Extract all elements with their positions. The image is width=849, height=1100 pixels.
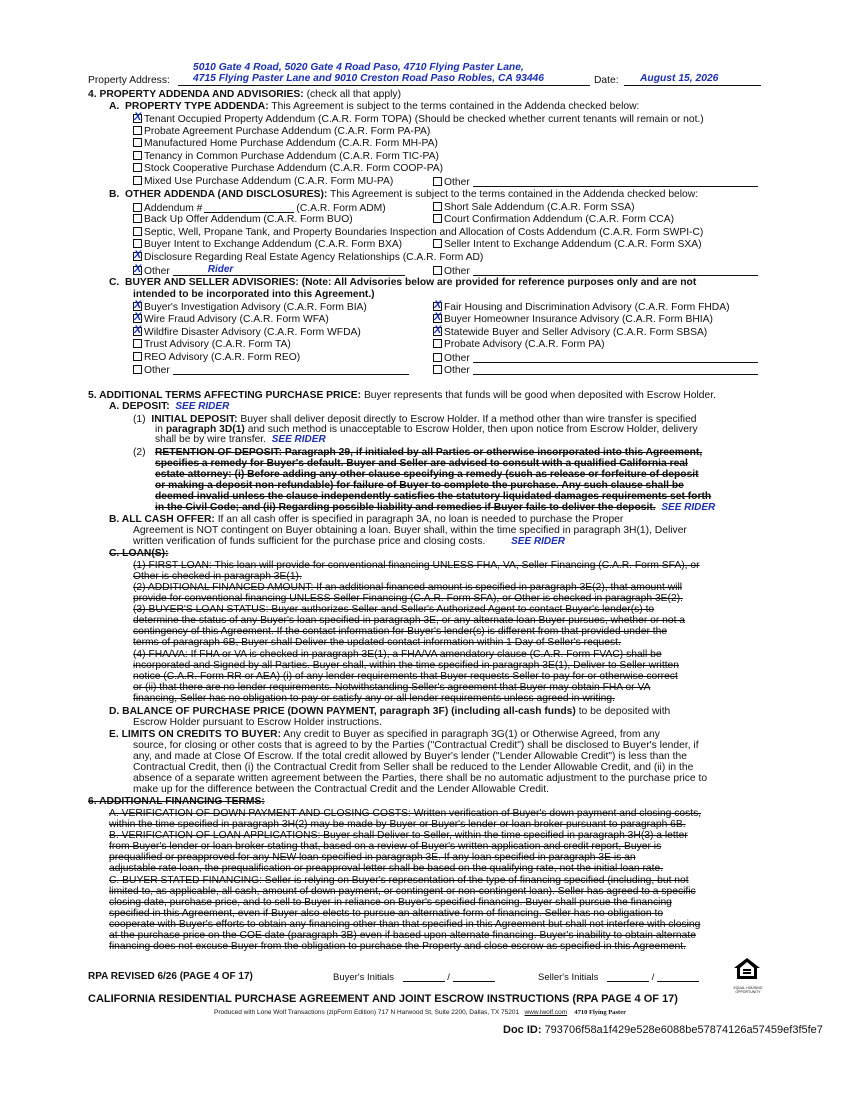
- checkbox[interactable]: [433, 365, 442, 374]
- initial-deposit-line1: (1) INITIAL DEPOSIT: Buyer shall deliver deposit directly to Escrow Holder. If a method other than wire transfer is specified: [133, 414, 697, 425]
- cooppa-checkbox-row[interactable]: Stock Cooperative Purchase Addendum (C.A.R. Form COOP-PA): [133, 163, 443, 174]
- section-4c-title2: intended to be incorporated into this Agreement.): [133, 289, 375, 300]
- limits-line: Contractual Credit, then (i) the Contractual Credit from Seller shall be reduced to the Lender Allowable Credit, and (ii) in the: [133, 762, 694, 773]
- checkbox[interactable]: [433, 177, 442, 186]
- retention-line: estate attorney: (i) Before adding any other clause specifying a remedy (such as release or forfeiture of deposit: [155, 469, 699, 480]
- equal-housing-icon: [733, 957, 761, 985]
- checkbox-checked[interactable]: [133, 252, 142, 261]
- checkbox[interactable]: [133, 163, 142, 172]
- fin-line: from Buyer's lender or loan broker stating that, based on a review of Buyer's written application and credit report, Buyer is: [109, 841, 662, 852]
- checkbox[interactable]: [433, 239, 442, 248]
- fin-line: within the time specified in paragraph 3H(2) may be made by Buyer or Buyer's lender or loan broker pursuant to paragraph 6B.: [109, 819, 686, 830]
- loan-line: (1) FIRST LOAN: This loan will provide for conventional financing UNLESS FHA, VA, Seller Financing (C.A.R. Form SFA), or: [133, 560, 700, 571]
- checkbox[interactable]: [133, 176, 142, 185]
- b-other-value: Rider: [207, 264, 234, 275]
- c-other-left-row[interactable]: Other: [133, 364, 409, 376]
- all-cash-line3: written verification of funds sufficient for the purchase price and closing costs. SEE RIDER: [133, 536, 566, 547]
- loan-line: notice (C.A.R. Form RR or AEA) (i) of any lender requirements that Buyer requests Seller to pay for or otherwise correct: [133, 671, 678, 682]
- loan-line: provide for conventional financing UNLESS Seller Financing (C.A.R. Form SFA), or Other is checked in paragraph 3E(2).: [133, 593, 683, 604]
- initial-deposit-line3: shall be by wire transfer. SEE RIDER: [155, 434, 326, 445]
- checkbox-checked[interactable]: [133, 266, 142, 275]
- checkbox[interactable]: [133, 203, 142, 212]
- all-cash-line1: B. ALL CASH OFFER: If an all cash offer is specified in paragraph 3A, no loan is needed to purchase the Proper: [109, 514, 624, 525]
- section-4c-title: C. BUYER AND SELLER ADVISORIES: (Note: All Advisories below are provided for reference purposes only and are not: [109, 277, 697, 288]
- ticpa-checkbox-row[interactable]: Tenancy in Common Purchase Addendum (C.A.R. Form TIC-PA): [133, 151, 439, 162]
- checkbox-checked[interactable]: [433, 314, 442, 323]
- bia-checkbox-row[interactable]: XBuyer's Investigation Advisory (C.A.R. Form BIA): [133, 302, 367, 313]
- loan-line: or (ii) that there are no lender requirements. Notwithstanding Seller's agreement that Buyer may obtain FHA or VA: [133, 682, 651, 693]
- checkbox[interactable]: [433, 214, 442, 223]
- fin-line: prequalified or preapproved for any NEW loan specified in paragraph 3E. If any loan specified in paragraph 3E is an: [109, 852, 636, 863]
- retention-line: or making a deposit non-refundable) for failure of Buyer to complete the purchase. Any such clause shall be: [155, 480, 684, 491]
- checkbox[interactable]: [133, 352, 142, 361]
- loan-line: determine the status of any Buyer's loan specified in paragraph 3E, or any alternate loan Buyer pursues, whether or not a: [133, 615, 686, 626]
- limits-line: make up for the difference between the Contractual Credit and the Lender Allowable Credit.: [133, 784, 549, 795]
- limits-line1: E. LIMITS ON CREDITS TO BUYER: Any credit to Buyer as specified in paragraph 3G(1) or Otherwise Agreed, from any: [109, 729, 660, 740]
- fin-line: closing date, purchase price, and to sell to Buyer in reliance on Buyer's specified financing. Buyer shall pursue the financing: [109, 897, 672, 908]
- retention-num: (2): [133, 447, 146, 458]
- initial-deposit-line2: in paragraph 3D(1) and such method is unacceptable to Escrow Holder, then upon notice from Escrow Holder, delivery: [155, 424, 698, 435]
- c-other-right1-row[interactable]: Other: [433, 352, 758, 364]
- sxa-checkbox-row[interactable]: Seller Intent to Exchange Addendum (C.A.R. Form SXA): [433, 239, 702, 250]
- checkbox-checked[interactable]: [133, 327, 142, 336]
- loan-line: (2) ADDITIONAL FINANCED AMOUNT: If an additional financed amount is specified in paragraph 3E(2), that amount will: [133, 582, 683, 593]
- topa-checkbox-row[interactable]: XTenant Occupied Property Addendum (C.A.R. Form TOPA) (Should be checked whether current tenants will remain or not.): [133, 114, 704, 125]
- wfda-checkbox-row[interactable]: XWildfire Disaster Advisory (C.A.R. Form WFDA): [133, 327, 361, 338]
- address-line1: 5010 Gate 4 Road, 5020 Gate 4 Road Paso, 4710 Flying Paster Lane,: [193, 62, 524, 73]
- address-label: Property Address:: [88, 75, 170, 86]
- fin-line: A. VERIFICATION OF DOWN PAYMENT AND CLOSING COSTS: Written verification of Buyer's down payment and closing costs,: [109, 808, 702, 819]
- ssa-checkbox-row[interactable]: Short Sale Addendum (C.A.R. Form SSA): [433, 202, 635, 213]
- checkbox-checked[interactable]: [433, 327, 442, 336]
- checkbox[interactable]: [133, 339, 142, 348]
- checkbox-checked[interactable]: [133, 302, 142, 311]
- address-line2: 4715 Flying Paster Lane and 9010 Creston Road Paso Robles, CA 93446: [193, 73, 544, 84]
- section-4b-title: B. OTHER ADDENDA (AND DISCLOSURES): This Agreement is subject to the terms contained in the Addenda checked below:: [109, 189, 699, 200]
- loan-line: incorporated and Signed by all Parties. Buyer shall, within the time specified in paragraph 3E(1), Deliver to Seller written: [133, 660, 680, 671]
- checkbox[interactable]: [133, 126, 142, 135]
- cca-checkbox-row[interactable]: Court Confirmation Addendum (C.A.R. Form CCA): [433, 214, 674, 225]
- checkbox[interactable]: [433, 353, 442, 362]
- section-5-title: 5. ADDITIONAL TERMS AFFECTING PURCHASE PRICE: Buyer represents that funds will be good when deposited with Escrow Holder.: [88, 390, 716, 401]
- section-5a-title: A. DEPOSIT: SEE RIDER: [109, 401, 230, 412]
- wfa-checkbox-row[interactable]: XWire Fraud Advisory (C.A.R. Form WFA): [133, 314, 329, 325]
- loans-title: C. LOAN(S):: [109, 548, 169, 559]
- all-cash-line2: Agreement is NOT contingent on Buyer obtaining a loan. Buyer shall, within the time specified in paragraph 3H(1), Deliver: [133, 525, 687, 536]
- checkbox[interactable]: [433, 266, 442, 275]
- fin-line: cooperate with Buyer's efforts to obtain any financing other than that specified in this Agreement but shall not interfere with closing: [109, 919, 701, 930]
- limits-line: any, and made at Close Of Escrow. If the total credit allowed by Buyer's lender ("Lender Allowable Credit") is less than the: [133, 751, 687, 762]
- mupa-checkbox-row[interactable]: Mixed Use Purchase Addendum (C.A.R. Form MU-PA): [133, 176, 393, 187]
- checkbox[interactable]: [133, 138, 142, 147]
- retention-line: specifies a remedy for Buyer's default. Buyer and Seller are advised to consult with a qualified California real: [155, 458, 688, 469]
- seller-initials[interactable]: Seller's Initials /: [538, 971, 699, 983]
- checkbox[interactable]: [133, 151, 142, 160]
- balance-line2: Escrow Holder pursuant to Escrow Holder instructions.: [133, 717, 382, 728]
- section-4-title: 4. PROPERTY ADDENDA AND ADVISORIES: (check all that apply): [88, 89, 401, 100]
- pa-checkbox-row[interactable]: Probate Advisory (C.A.R. Form PA): [433, 339, 605, 350]
- b-other2-checkbox-row[interactable]: Other: [433, 265, 758, 277]
- loan-line: financing, Seller has no obligation to pay or satisfy any or all lender requirements unless agreed in writing.: [133, 693, 615, 704]
- fin-line: limited to, as applicable, all cash, amount of down payment, or contingent or non-contingent loan). Seller has agreed to a specific: [109, 886, 696, 897]
- adm-checkbox-row[interactable]: Addendum # (C.A.R. Form ADM): [133, 202, 386, 214]
- checkbox[interactable]: [433, 202, 442, 211]
- footer-produced: Produced with Lone Wolf Transactions (zipForm Edition) 717 N Harwood St, Suite 2200, Dallas, TX 75201 www.lwolf.com 4710 Flying Paster: [214, 1009, 626, 1016]
- footer-revision: RPA REVISED 6/26 (PAGE 4 OF 17): [88, 971, 253, 982]
- retention-line: deemed invalid unless the clause independently satisfies the statutory liquidated damages requirements set forth: [155, 491, 712, 502]
- fin-line: specified in this Agreement, even if Buyer also elects to pursue an alternative form of financing. Seller has no obligation to: [109, 908, 664, 919]
- ad-checkbox-row[interactable]: XDisclosure Regarding Real Estate Agency Relationships (C.A.R. Form AD): [133, 252, 483, 263]
- buyer-initials[interactable]: Buyer's Initials /: [333, 971, 495, 983]
- b-other-checkbox-row[interactable]: XOther Rider: [133, 265, 405, 277]
- loan-line: Other is checked in paragraph 3E(1).: [133, 571, 302, 582]
- checkbox[interactable]: [133, 227, 142, 236]
- loan-line: contingency of this Agreement. If the contact information for Buyer's lender(s) is different from that provided under the: [133, 626, 668, 637]
- loan-line: (3) BUYER'S LOAN STATUS: Buyer authorizes Seller and Seller's Authorized Agent to contact Buyer's lender(s) to: [133, 604, 655, 615]
- fin-line: at the purchase price on the COE date (paragraph 3B) even if based upon alternate financing. Buyer's inability to obtain alternate: [109, 930, 696, 941]
- sbsa-checkbox-row[interactable]: XStatewide Buyer and Seller Advisory (C.A.R. Form SBSA): [433, 327, 707, 338]
- checkbox[interactable]: [133, 365, 142, 374]
- checkbox-checked[interactable]: [433, 302, 442, 311]
- doc-id: Doc ID: 793706f58a1f429e528e6088be57874126a57459ef3f5fe7: [503, 1024, 823, 1036]
- checkbox-checked[interactable]: [133, 114, 142, 123]
- loan-line: terms of paragraph 6B, Buyer shall Deliver the updated contact information within 1 Day of Seller's request.: [133, 637, 621, 648]
- a-other-checkbox-row[interactable]: Other: [433, 176, 758, 188]
- fin-line: C. BUYER STATED FINANCING: Seller is relying on Buyer's representation of the type of financing specified (including, but not: [109, 875, 689, 886]
- ta-checkbox-row[interactable]: Trust Advisory (C.A.R. Form TA): [133, 339, 291, 350]
- bhia-checkbox-row[interactable]: XBuyer Homeowner Insurance Advisory (C.A.R. Form BHIA): [433, 314, 713, 325]
- bxa-checkbox-row[interactable]: Buyer Intent to Exchange Addendum (C.A.R. Form BXA): [133, 239, 402, 250]
- fin-line: financing does not excuse Buyer from the obligation to purchase the Property and close escrow as specified in this Agreement.: [109, 941, 686, 952]
- c-other-right2-row[interactable]: Other: [433, 364, 758, 376]
- fin-line: adjustable rate loan, the prequalification or preapproval letter shall be based on the qualifying rate, not the initial loan rate.: [109, 863, 664, 874]
- footer-title: CALIFORNIA RESIDENTIAL PURCHASE AGREEMENT AND JOINT ESCROW INSTRUCTIONS (RPA PAGE 4 OF 17): [88, 993, 678, 1005]
- retention-line-last: in the Civil Code; and (ii) Regarding possible liability and remedies if Buyer fails to deliver the deposit. SEE RIDER: [155, 502, 716, 513]
- checkbox[interactable]: [433, 339, 442, 348]
- eho-caption: EQUAL HOUSING OPPORTUNITY: [733, 986, 763, 994]
- checkbox[interactable]: [133, 214, 142, 223]
- fin-line: B. VERIFICATION OF LOAN APPLICATIONS: Buyer shall Deliver to Seller, within the time specified in paragraph 3H(3) a letter: [109, 830, 688, 841]
- balance-line1: D. BALANCE OF PURCHASE PRICE (DOWN PAYMENT, paragraph 3F) (including all-cash funds) to be deposited with: [109, 706, 671, 717]
- section-4a-title: A. PROPERTY TYPE ADDENDA: This Agreement is subject to the terms contained in the Addenda checked below:: [109, 101, 640, 112]
- retention-line: RETENTION OF DEPOSIT: Paragraph 29, if initialed by all Parties or otherwise incorporated into this Agreement,: [155, 447, 703, 458]
- papa-checkbox-row[interactable]: Probate Agreement Purchase Addendum (C.A.R. Form PA-PA): [133, 126, 430, 137]
- checkbox-checked[interactable]: [133, 314, 142, 323]
- loan-line: (4) FHA/VA: If FHA or VA is checked in paragraph 3E(1), a FHA/VA amendatory clause (C.A.R. Form FVAC) shall be: [133, 649, 662, 660]
- mhpa-checkbox-row[interactable]: Manufactured Home Purchase Addendum (C.A.R. Form MH-PA): [133, 138, 438, 149]
- limits-line: absence of a separate written agreement between the Parties, there shall be no automatic adjustment to the purchase price to: [133, 773, 708, 784]
- date-value: August 15, 2026: [640, 73, 719, 84]
- buo-checkbox-row[interactable]: Back Up Offer Addendum (C.A.R. Form BUO): [133, 214, 353, 225]
- reo-checkbox-row[interactable]: REO Advisory (C.A.R. Form REO): [133, 352, 300, 363]
- checkbox[interactable]: [133, 239, 142, 248]
- date-label: Date:: [594, 75, 619, 86]
- lwolf-link[interactable]: www.lwolf.com: [524, 1009, 568, 1016]
- section-6-title: 6. ADDITIONAL FINANCING TERMS:: [88, 796, 265, 807]
- fhda-checkbox-row[interactable]: XFair Housing and Discrimination Advisory (C.A.R. Form FHDA): [433, 302, 730, 313]
- swpi-checkbox-row[interactable]: Septic, Well, Propane Tank, and Property Boundaries Inspection and Allocation of Costs Addendum (C.A.R. Form SWPI-C): [133, 227, 703, 238]
- limits-line: source, for closing or other costs that is agreed to by the Parties ("Contractual Credit") shall be disclosed to Buyer's lender, if: [133, 740, 699, 751]
